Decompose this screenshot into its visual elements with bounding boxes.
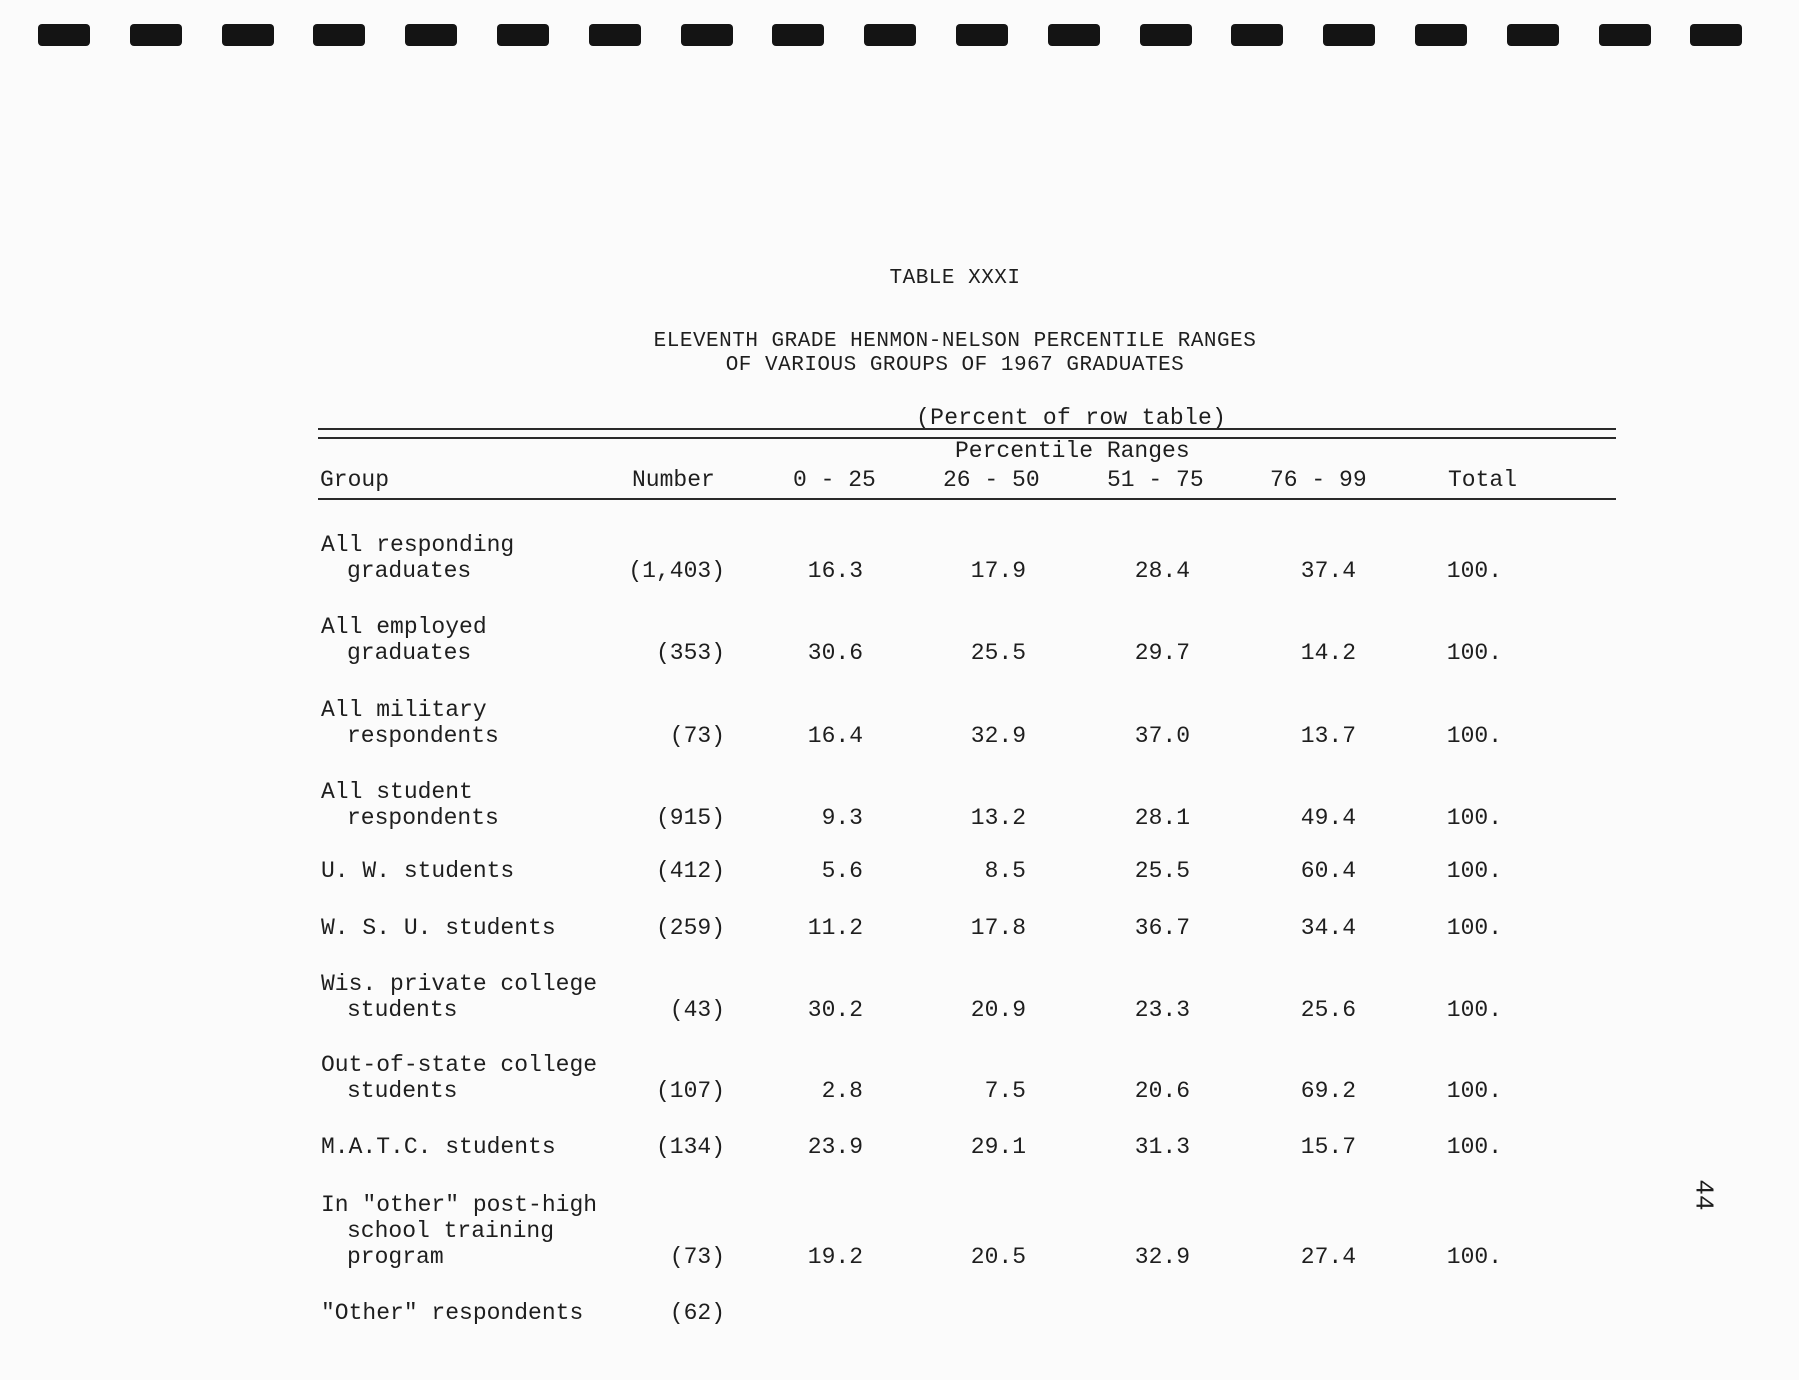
- percent-cell: 28.1: [1134, 805, 1190, 831]
- number-cell: (412): [655, 858, 725, 884]
- percent-cell: 7.5: [984, 1078, 1026, 1104]
- group-label: All employed: [321, 614, 487, 640]
- perforation-hole: [1599, 24, 1651, 46]
- perforation-hole: [1507, 24, 1559, 46]
- perforation-hole: [1231, 24, 1283, 46]
- percent-cell: 37.4: [1300, 558, 1356, 584]
- perforation-hole: [589, 24, 641, 46]
- percent-cell: 29.7: [1134, 640, 1190, 666]
- percent-cell: 16.4: [807, 723, 863, 749]
- percent-cell: 34.4: [1300, 915, 1356, 941]
- percent-cell: 25.5: [1134, 858, 1190, 884]
- total-cell: 100.: [1446, 805, 1502, 831]
- group-label: "Other" respondents: [321, 1300, 584, 1326]
- perforation-strip: [38, 24, 1750, 48]
- number-cell: (43): [669, 997, 725, 1023]
- number-cell: (134): [655, 1134, 725, 1160]
- group-label: In "other" post-high: [321, 1192, 598, 1218]
- total-cell: 100.: [1446, 1134, 1502, 1160]
- percent-cell: 20.5: [970, 1244, 1026, 1270]
- perforation-hole: [1048, 24, 1100, 46]
- percent-cell: 16.3: [807, 558, 863, 584]
- number-cell: (62): [669, 1300, 725, 1326]
- percent-cell: 23.9: [807, 1134, 863, 1160]
- group-label: respondents: [347, 805, 499, 831]
- group-label: W. S. U. students: [321, 915, 556, 941]
- percent-cell: 31.3: [1134, 1134, 1190, 1160]
- percent-cell: 20.6: [1134, 1078, 1190, 1104]
- col-header-76-99: 76 - 99: [1270, 467, 1367, 493]
- number-cell: (73): [669, 1244, 725, 1270]
- group-label: graduates: [347, 558, 472, 584]
- col-header-group: Group: [320, 467, 390, 493]
- percent-cell: 13.7: [1300, 723, 1356, 749]
- spanning-header: Percentile Ranges: [955, 438, 1190, 464]
- group-label: All responding: [321, 532, 515, 558]
- percent-cell: 8.5: [984, 858, 1026, 884]
- percent-cell: 49.4: [1300, 805, 1356, 831]
- number-cell: (259): [655, 915, 725, 941]
- total-cell: 100.: [1446, 1078, 1502, 1104]
- table-title-line2: OF VARIOUS GROUPS OF 1967 GRADUATES: [725, 354, 1185, 377]
- percent-cell: 69.2: [1300, 1078, 1356, 1104]
- perforation-hole: [38, 24, 90, 46]
- header-rule: [318, 498, 1616, 500]
- percent-cell: 25.5: [970, 640, 1026, 666]
- perforation-hole: [313, 24, 365, 46]
- percent-cell: 30.2: [807, 997, 863, 1023]
- percent-cell: 25.6: [1300, 997, 1356, 1023]
- group-label: students: [347, 997, 458, 1023]
- percent-cell: 60.4: [1300, 858, 1356, 884]
- perforation-hole: [772, 24, 824, 46]
- percent-cell: 5.6: [821, 858, 863, 884]
- total-cell: 100.: [1446, 915, 1502, 941]
- perforation-hole: [405, 24, 457, 46]
- percent-cell: 17.9: [970, 558, 1026, 584]
- table-label: TABLE XXXI: [889, 267, 1021, 290]
- perforation-hole: [497, 24, 549, 46]
- col-header-51-75: 51 - 75: [1107, 467, 1204, 493]
- percent-cell: 32.9: [970, 723, 1026, 749]
- total-cell: 100.: [1446, 723, 1502, 749]
- number-cell: (73): [669, 723, 725, 749]
- perforation-hole: [1690, 24, 1742, 46]
- percent-cell: 17.8: [970, 915, 1026, 941]
- group-label: respondents: [347, 723, 499, 749]
- perforation-hole: [1323, 24, 1375, 46]
- group-label: All student: [321, 779, 473, 805]
- percent-cell: 30.6: [807, 640, 863, 666]
- group-label: Wis. private college: [321, 971, 598, 997]
- table-title-line1: ELEVENTH GRADE HENMON-NELSON PERCENTILE RANGES: [653, 330, 1257, 353]
- perforation-hole: [222, 24, 274, 46]
- col-header-number: Number: [632, 467, 715, 493]
- top-rule-1: [318, 428, 1616, 430]
- percent-cell: 9.3: [821, 805, 863, 831]
- total-cell: 100.: [1446, 858, 1502, 884]
- number-cell: (353): [655, 640, 725, 666]
- percent-cell: 14.2: [1300, 640, 1356, 666]
- table-subtitle: (Percent of row table): [916, 405, 1227, 431]
- col-header-0-25: 0 - 25: [793, 467, 876, 493]
- percent-cell: 37.0: [1134, 723, 1190, 749]
- total-cell: 100.: [1446, 997, 1502, 1023]
- number-cell: (107): [655, 1078, 725, 1104]
- number-cell: (1,403): [628, 558, 725, 584]
- total-cell: 100.: [1446, 1244, 1502, 1270]
- group-label: U. W. students: [321, 858, 515, 884]
- percent-cell: 36.7: [1134, 915, 1190, 941]
- group-label: program: [347, 1244, 444, 1270]
- percent-cell: 32.9: [1134, 1244, 1190, 1270]
- group-label: students: [347, 1078, 458, 1104]
- perforation-hole: [956, 24, 1008, 46]
- group-label: Out-of-state college: [321, 1052, 598, 1078]
- percent-cell: 13.2: [970, 805, 1026, 831]
- percent-cell: 2.8: [821, 1078, 863, 1104]
- percent-cell: 27.4: [1300, 1244, 1356, 1270]
- page-number: 44: [1688, 1179, 1719, 1211]
- perforation-hole: [681, 24, 733, 46]
- col-header-26-50: 26 - 50: [943, 467, 1040, 493]
- number-cell: (915): [655, 805, 725, 831]
- percent-cell: 28.4: [1134, 558, 1190, 584]
- group-label: school training: [347, 1218, 555, 1244]
- percent-cell: 23.3: [1134, 997, 1190, 1023]
- perforation-hole: [130, 24, 182, 46]
- percent-cell: 19.2: [807, 1244, 863, 1270]
- perforation-hole: [1140, 24, 1192, 46]
- group-label: All military: [321, 697, 487, 723]
- col-header-total: Total: [1448, 467, 1518, 493]
- perforation-hole: [1415, 24, 1467, 46]
- total-cell: 100.: [1446, 640, 1502, 666]
- percent-cell: 29.1: [970, 1134, 1026, 1160]
- total-cell: 100.: [1446, 558, 1502, 584]
- group-label: graduates: [347, 640, 472, 666]
- perforation-hole: [864, 24, 916, 46]
- percent-cell: 20.9: [970, 997, 1026, 1023]
- percent-cell: 11.2: [807, 915, 863, 941]
- percent-cell: 15.7: [1300, 1134, 1356, 1160]
- group-label: M.A.T.C. students: [321, 1134, 556, 1160]
